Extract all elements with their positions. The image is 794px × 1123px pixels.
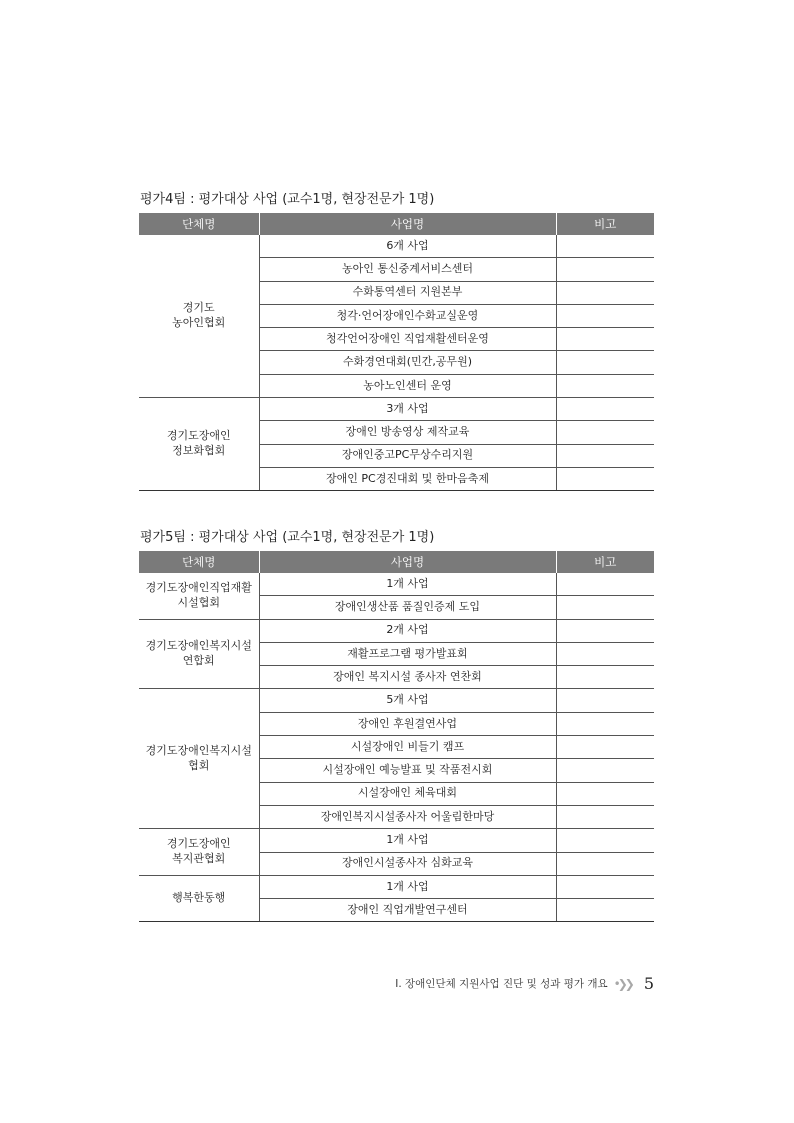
project-name-cell: 수화통역센터 지원본부 [259,281,556,304]
project-name-cell: 청각·언어장애인수화교실운영 [259,304,556,327]
project-name-cell: 장애인생산품 품질인증제 도입 [259,596,556,619]
project-name-cell: 수화경연대회(민간,공무원) [259,351,556,374]
chevron-right-icon: •❯❯ [613,976,632,991]
table-header-row [139,213,654,235]
table-row [139,875,654,898]
org-name-cell: 경기도장애인 정보화협회 [139,398,259,491]
header-org: 단체명 [139,551,259,573]
project-name-cell: 장애인 복지시설 종사자 연찬회 [259,666,556,689]
page-footer [395,974,654,993]
team5-table-body [139,573,654,922]
team4-title: 평가4팀 : 평가대상 사업 (교수1명, 현장전문가 1명) [140,192,435,207]
table-row [139,619,654,642]
remarks-cell [556,875,654,898]
remarks-cell [556,596,654,619]
remarks-cell [556,281,654,304]
chapter-title: Ⅰ. 장애인단체 지원사업 진단 및 성과 평가 개요 [395,978,608,990]
project-name-cell: 장애인시설종사자 심화교육 [259,852,556,875]
remarks-cell [556,398,654,421]
org-name-cell: 경기도장애인복지시설 협회 [139,689,259,829]
project-count-cell: 1개 사업 [259,573,556,596]
remarks-cell [556,374,654,397]
remarks-cell [556,782,654,805]
header-org: 단체명 [139,213,259,235]
table-row [139,398,654,421]
table-row [139,829,654,852]
team4-table [139,213,654,491]
remarks-cell [556,899,654,922]
remarks-cell [556,328,654,351]
remarks-cell [556,759,654,782]
team5-title: 평가5팀 : 평가대상 사업 (교수1명, 현장전문가 1명) [140,530,435,545]
remarks-cell [556,736,654,759]
team5-table [139,551,654,922]
project-name-cell: 시설장애인 예능발표 및 작품전시회 [259,759,556,782]
header-remarks: 비고 [556,551,654,573]
org-name-cell: 경기도 농아인협회 [139,235,259,398]
remarks-cell [556,304,654,327]
remarks-cell [556,421,654,444]
header-remarks: 비고 [556,213,654,235]
remarks-cell [556,444,654,467]
remarks-cell [556,258,654,281]
remarks-cell [556,619,654,642]
project-name-cell: 농아노인센터 운영 [259,374,556,397]
remarks-cell [556,235,654,258]
project-count-cell: 1개 사업 [259,875,556,898]
project-name-cell: 장애인복지시설종사자 어울림한마당 [259,805,556,828]
remarks-cell [556,689,654,712]
project-name-cell: 장애인 직업개발연구센터 [259,899,556,922]
remarks-cell [556,573,654,596]
remarks-cell [556,642,654,665]
table-row [139,689,654,712]
table-row [139,573,654,596]
org-name-cell: 행복한동행 [139,875,259,922]
project-count-cell: 2개 사업 [259,619,556,642]
project-name-cell: 시설장애인 비들기 캠프 [259,736,556,759]
table-row [139,235,654,258]
org-name-cell: 경기도장애인복지시설 연합회 [139,619,259,689]
project-count-cell: 1개 사업 [259,829,556,852]
project-count-cell: 5개 사업 [259,689,556,712]
remarks-cell [556,805,654,828]
project-name-cell: 장애인 PC경진대회 및 한마음축제 [259,467,556,490]
header-project: 사업명 [259,551,556,573]
remarks-cell [556,852,654,875]
remarks-cell [556,712,654,735]
org-name-cell: 경기도장애인직업재활 시설협회 [139,573,259,619]
project-name-cell: 장애인중고PC무상수리지원 [259,444,556,467]
remarks-cell [556,829,654,852]
project-count-cell: 3개 사업 [259,398,556,421]
header-project: 사업명 [259,213,556,235]
project-name-cell: 장애인 후원결연사업 [259,712,556,735]
table-header-row [139,551,654,573]
project-name-cell: 시설장애인 체육대회 [259,782,556,805]
remarks-cell [556,666,654,689]
remarks-cell [556,351,654,374]
project-name-cell: 재활프로그램 평가발표회 [259,642,556,665]
remarks-cell [556,467,654,490]
project-count-cell: 6개 사업 [259,235,556,258]
org-name-cell: 경기도장애인 복지관협회 [139,829,259,876]
project-name-cell: 장애인 방송영상 제작교육 [259,421,556,444]
project-name-cell: 농아인 통신중계서비스센터 [259,258,556,281]
page-number: 5 [643,974,654,993]
team4-table-body [139,235,654,491]
project-name-cell: 청각언어장애인 직업재활센터운영 [259,328,556,351]
